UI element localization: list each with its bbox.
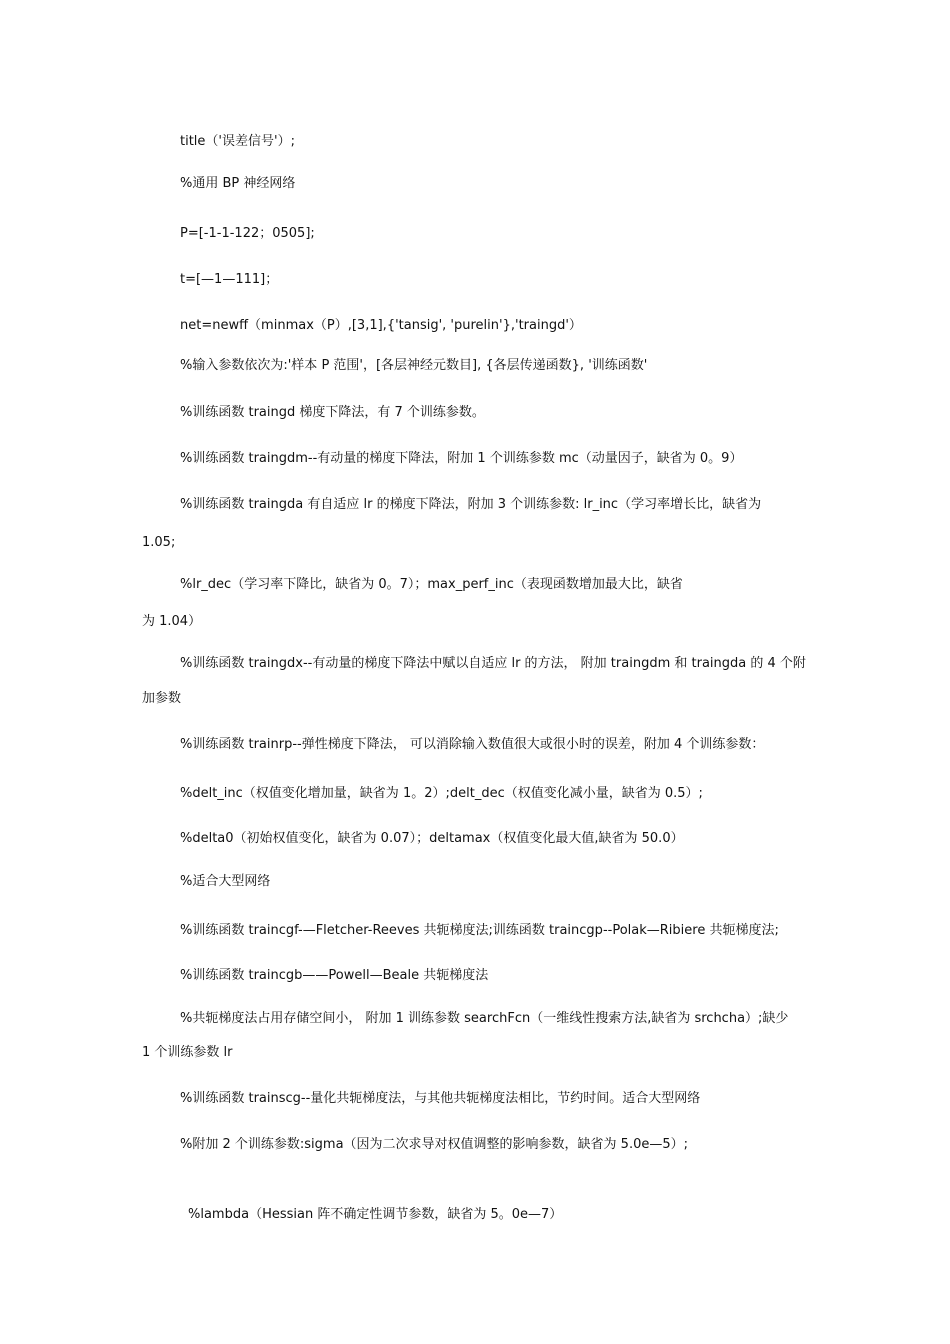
comment-line-traingdx-cont: 加参数 xyxy=(142,691,182,706)
comment-line-traingda: %训练函数 traingda 有自适应 lr 的梯度下降法，附加 3 个训练参数: lr_inc（学习率增长比，缺省为 xyxy=(180,497,762,512)
comment-line-large-network: %适合大型网络 xyxy=(180,874,271,889)
comment-line-lambda: %lambda（Hessian 阵不确定性调节参数，缺省为 5。0e—7） xyxy=(188,1207,563,1222)
comment-line-traingd: %训练函数 traingd 梯度下降法，有 7 个训练参数。 xyxy=(180,405,485,420)
code-line-p: P=[-1-1-122；0505]; xyxy=(180,226,315,241)
comment-line-lr-dec-cont: 为 1.04） xyxy=(142,614,202,629)
comment-line-trainrp: %训练函数 trainrp--弹性梯度下降法， 可以消除输入数值很大或很小时的误差，附加 4 个训练参数： xyxy=(180,737,765,752)
comment-line-traingdx: %训练函数 traingdx--有动量的梯度下降法中赋以自适应 lr 的方法， 附加 traingdm 和 traingda 的 4 个附 xyxy=(180,656,806,671)
comment-line-conjugate: %共轭梯度法占用存储空间小， 附加 1 训练参数 searchFcn（一维线性搜索方法,缺省为 srchcha）;缺少 xyxy=(180,1011,789,1026)
comment-line-sigma: %附加 2 个训练参数:sigma（因为二次求导对权值调整的影响参数，缺省为 5.0e—5）; xyxy=(180,1137,688,1152)
comment-line-input-params: %输入参数依次为:'样本 P 范围'，[各层神经元数目], {各层传递函数}, '训练函数' xyxy=(180,358,648,373)
comment-line-traincgb: %训练函数 traincgb——Powell—Beale 共轭梯度法 xyxy=(180,968,489,983)
comment-line-delta0: %delta0（初始权值变化，缺省为 0.07）；deltamax（权值变化最大值,缺省为 50.0） xyxy=(180,831,684,846)
code-line-title: title（'误差信号'）; xyxy=(180,134,295,149)
code-line-newff: net=newff（minmax（P）,[3,1],{'tansig', 'purelin'},'traingd'） xyxy=(180,318,582,333)
comment-line-trainscg: %训练函数 trainscg--量化共轭梯度法，与其他共轭梯度法相比，节约时间。适合大型网络 xyxy=(180,1091,701,1106)
comment-line-traingda-cont: 1.05; xyxy=(142,535,176,550)
code-line-t: t=[—1—111]； xyxy=(180,272,279,287)
comment-line-traincgf: %训练函数 traincgf-—Fletcher-Reeves 共轭梯度法;训练函数 traincgp--Polak—Ribiere 共轭梯度法; xyxy=(180,923,779,938)
comment-line-traingdm: %训练函数 traingdm--有动量的梯度下降法，附加 1 个训练参数 mc（动量因子，缺省为 0。9） xyxy=(180,451,743,466)
comment-line-lr-dec: %lr_dec（学习率下降比，缺省为 0。7）；max_perf_inc（表现函数增加最大比，缺省 xyxy=(180,577,683,592)
comment-line-conjugate-cont: 1 个训练参数 lr xyxy=(142,1045,233,1060)
comment-line-delt-inc: %delt_inc（权值变化增加量，缺省为 1。2）;delt_dec（权值变化减小量，缺省为 0.5）; xyxy=(180,786,703,801)
comment-line-bp-network: %通用 BP 神经网络 xyxy=(180,176,296,191)
